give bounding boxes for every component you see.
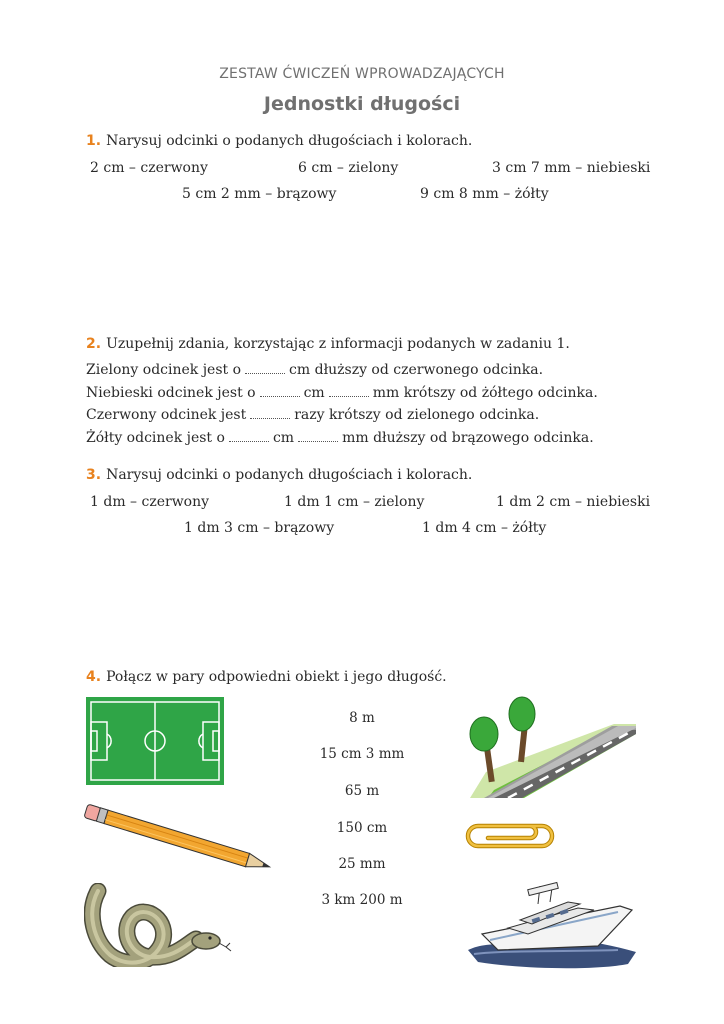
task-3-item: 1 dm 2 cm – niebieski [496,494,651,510]
worksheet-title: Jednostki długości [263,93,461,115]
length-option[interactable]: 25 mm [338,856,386,872]
task-1-item: 9 cm 8 mm – żółty [420,186,549,202]
task-3-item: 1 dm 4 cm – żółty [422,520,547,536]
length-option[interactable]: 3 km 200 m [321,892,403,908]
task-2-sentence: Niebieski odcinek jest o cm mm krótszy od żółtego odcinka. [86,385,598,401]
task-3-number: 3. [86,467,102,483]
task-2-sentence: Zielony odcinek jest o cm dłuższy od czerwonego odcinka. [86,362,544,378]
task-1-item: 2 cm – czerwony [90,160,208,176]
task-4-instruction: 4. Połącz w pary odpowiedni obiekt i jego długość. [86,669,447,685]
task-4-number: 4. [86,669,102,685]
task-2-instruction: 2. Uzupełnij zdania, korzystając z informacji podanych w zadaniu 1. [86,336,570,352]
worksheet-subtitle: ZESTAW ĆWICZEŃ WPROWADZAJĄCYCH [219,66,505,82]
task-1-item: 6 cm – zielony [298,160,399,176]
answer-blank[interactable] [329,386,369,397]
task-1-item: 5 cm 2 mm – brązowy [182,186,337,202]
length-option[interactable]: 150 cm [336,820,388,836]
answer-blank[interactable] [250,408,290,419]
pencil-icon[interactable] [84,798,288,872]
task-2-sentence: Żółty odcinek jest o cm mm dłuższy od brązowego odcinka. [86,430,594,446]
length-option[interactable]: 8 m [349,710,375,726]
answer-blank[interactable] [260,386,300,397]
football-pitch-icon[interactable] [86,697,224,785]
task-3-item: 1 dm 3 cm – brązowy [184,520,335,536]
answer-blank[interactable] [229,431,269,442]
task-1-instruction: 1. Narysuj odcinki o podanych długościach i kolorach. [86,133,473,149]
task-3-item: 1 dm – czerwony [90,494,210,510]
snake-icon[interactable] [84,883,234,967]
road-icon[interactable] [464,694,636,798]
length-option[interactable]: 65 m [344,783,380,799]
task-2-sentence: Czerwony odcinek jest razy krótszy od zielonego odcinka. [86,407,540,423]
task-1-number: 1. [86,133,102,149]
task-3-item: 1 dm 1 cm – zielony [284,494,425,510]
task-2-number: 2. [86,336,102,352]
yacht-icon[interactable] [468,880,636,970]
paperclip-icon[interactable] [464,818,556,852]
answer-blank[interactable] [298,431,338,442]
task-1-item: 3 cm 7 mm – niebieski [492,160,651,176]
length-option[interactable]: 15 cm 3 mm [319,746,405,762]
task-3-instruction: 3. Narysuj odcinki o podanych długościach i kolorach. [86,467,473,483]
answer-blank[interactable] [245,363,285,374]
